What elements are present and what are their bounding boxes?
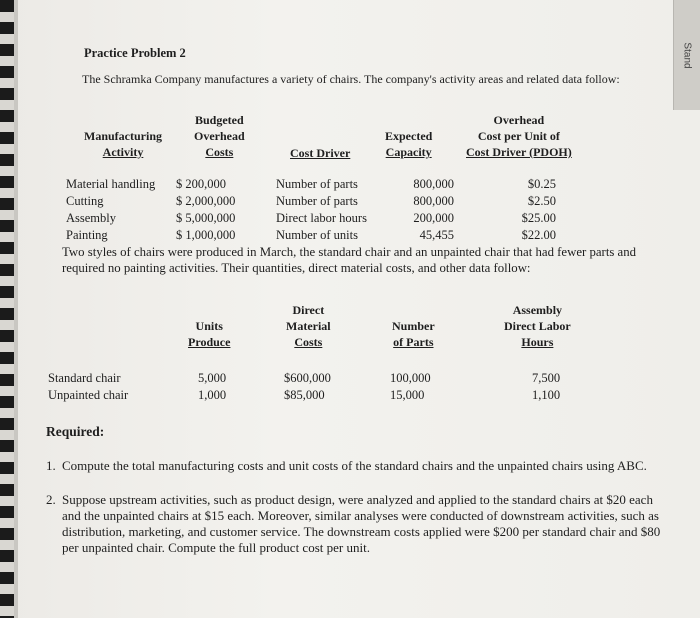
header-units <box>188 318 230 350</box>
table-cell: $ 1,000,000 <box>176 228 236 242</box>
table-cell: 45,455 <box>419 228 454 242</box>
required-heading: Required: <box>46 424 105 439</box>
header-material <box>286 302 331 350</box>
header-hours-line2: Direct Labor <box>504 319 571 333</box>
table-cell: Material handling <box>66 177 156 191</box>
col-activity <box>66 176 155 244</box>
required-item-1: Compute the total manufacturing costs and unit costs of the standard chairs and the unpainted chairs using ABC. <box>62 458 647 473</box>
table-cell: $25.00 <box>521 211 556 225</box>
col-parts <box>390 370 431 404</box>
table-cell: 1,000 <box>198 388 227 402</box>
item-number: 2. <box>46 492 56 507</box>
table-cell: Number of parts <box>276 194 358 208</box>
table-cell: $0.25 <box>527 177 556 191</box>
col-hours <box>532 370 560 404</box>
header-material-line2: Material <box>286 319 331 333</box>
table-cell: $22.00 <box>521 228 556 242</box>
table-cell: Painting <box>66 228 108 242</box>
binding-edge <box>14 0 18 618</box>
table-cell: $ 5,000,000 <box>176 211 236 225</box>
table-cell: $85,000 <box>284 388 325 402</box>
table-cell: 15,000 <box>390 388 425 402</box>
item-number: 1. <box>46 458 56 473</box>
header-pdoh-line3: Cost Driver (PDOH) <box>466 145 572 159</box>
notebook-binding <box>0 0 14 618</box>
side-tab-label: Stand <box>681 41 693 69</box>
header-pdoh <box>466 112 572 160</box>
header-material-line1: Direct <box>292 303 325 317</box>
table-cell: 800,000 <box>413 177 454 191</box>
header-costs-line2: Overhead <box>194 129 245 143</box>
col-driver <box>276 176 367 244</box>
table-cell: 5,000 <box>198 371 227 385</box>
header-hours-line1: Assembly <box>512 303 563 317</box>
required-item-2: Suppose upstream activities, such as product design, were analyzed and applied to the standard chairs at $20 each and the unpainted chairs at $15 each. Moreover, similar analyses were conducted of downstream activities, such as distribution, marketing, and customer service. The downstream costs applied were $200 per standard chair and $80 per unpainted chair. Compute the full product cost per unit. <box>62 492 661 555</box>
col-pdoh <box>506 176 556 244</box>
header-parts-line2: of Parts <box>393 335 434 349</box>
header-budgeted-costs <box>194 112 245 160</box>
header-pdoh-line2: Cost per Unit of <box>477 129 560 143</box>
table-cell: Standard chair <box>48 371 121 385</box>
header-capacity-line2: Capacity <box>385 145 432 159</box>
table-cell: 7,500 <box>532 371 561 385</box>
table-cell: Assembly <box>66 211 116 225</box>
header-hours <box>504 302 571 350</box>
col-material <box>284 370 331 404</box>
table-cell: $600,000 <box>284 371 331 385</box>
col-capacity <box>396 176 454 244</box>
col-costs <box>176 176 235 244</box>
header-units-line2: Produce <box>188 335 231 349</box>
header-cost-driver: Cost Driver <box>290 146 351 160</box>
header-material-line3: Costs <box>294 335 323 349</box>
table-cell: $ 200,000 <box>176 177 226 191</box>
intro-text: The Schramka Company manufactures a variety of chairs. The company's activity areas and related data follow: <box>82 72 620 86</box>
header-capacity-line1: Expected <box>385 129 433 143</box>
header-activity <box>84 128 162 160</box>
table-cell: 800,000 <box>413 194 454 208</box>
col-chair-label <box>48 370 128 404</box>
header-activity-line2: Activity <box>102 145 144 159</box>
header-activity-line1: Manufacturing <box>84 129 162 143</box>
chairs-paragraph: Two styles of chairs were produced in March, the standard chair and an unpainted chair that had fewer parts and required no painting activities. Their quantities, direct material costs, and other data follow: <box>62 245 637 275</box>
header-parts-line1: Number <box>392 319 435 333</box>
header-costs-line1: Budgeted <box>194 113 244 127</box>
header-expected-capacity <box>385 128 432 160</box>
table-cell: $2.50 <box>527 194 556 208</box>
header-costs-line3: Costs <box>205 145 234 159</box>
side-tab <box>673 0 700 110</box>
table-cell: Number of units <box>276 228 358 242</box>
table-cell: 100,000 <box>390 371 431 385</box>
table-cell: Direct labor hours <box>276 211 367 225</box>
header-parts <box>392 318 435 350</box>
table-cell: 200,000 <box>413 211 454 225</box>
table-cell: 1,100 <box>532 388 561 402</box>
header-hours-line3: Hours <box>521 335 554 349</box>
table-cell: $ 2,000,000 <box>176 194 236 208</box>
table-cell: Cutting <box>66 194 104 208</box>
col-units <box>198 370 226 404</box>
problem-title: Practice Problem 2 <box>84 46 186 60</box>
table-cell: Unpainted chair <box>48 388 129 402</box>
header-pdoh-line1: Overhead <box>493 113 545 127</box>
table-cell: Number of parts <box>276 177 358 191</box>
header-units-line1: Units <box>195 319 223 333</box>
